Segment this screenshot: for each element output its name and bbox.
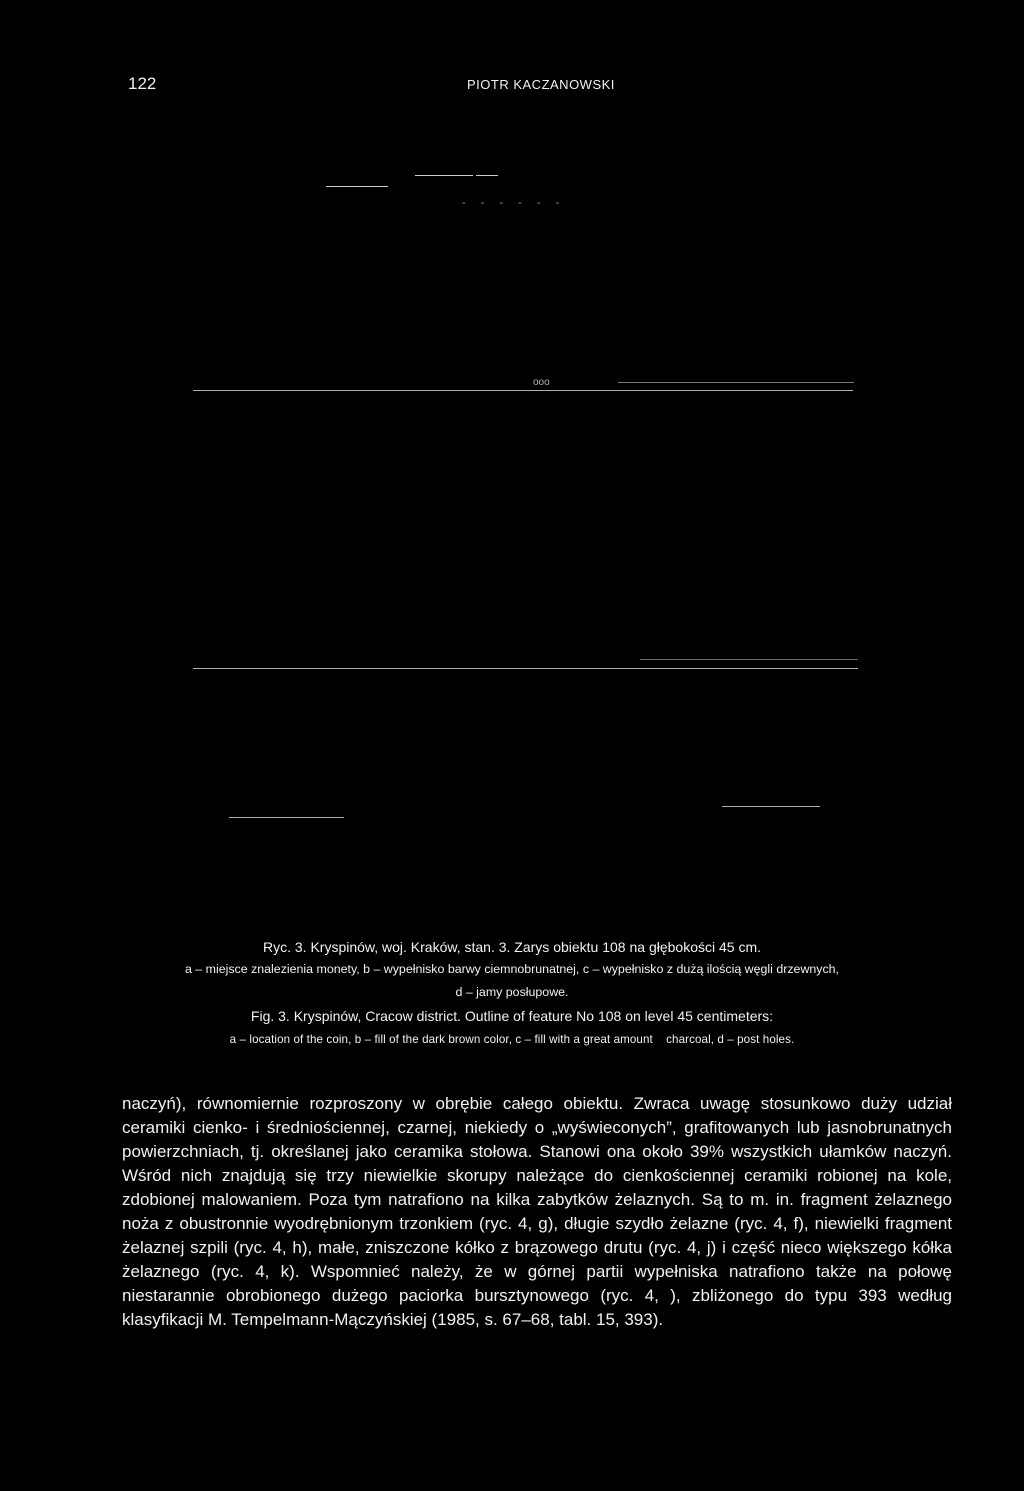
figure-line <box>476 175 498 176</box>
figure-line <box>193 668 858 669</box>
caption-title-pl: Ryc. 3. Kryspinów, woj. Kraków, stan. 3. Zarys obiektu 108 na głębokości 45 cm. <box>262 939 761 955</box>
figure-mark: ooo <box>533 377 550 388</box>
body-paragraph: naczyń), równomiernie rozproszony w obrębie całego obiektu. Zwraca uwagę stosunkowo duży udział ceramiki cienko- i średniościennej, czarnej, niekiedy o „wyświeconych”, grafitowanych lub jasnobrunatnych powierzchniach, tj. określanej jako ceramika stołowa. Stanowi ona około 39% wszystkich ułamków naczyń. Wśród nich znajdują się trzy niewielkie skorupy należące do cienkościennej ceramiki robionej na kole, zdobionej malowaniem. Poza tym natrafiono na kilka zabytków żelaznych. Są to m. in. fragment żelaznego noża z obustronnie wyodrębnionym trzonkiem (ryc. 4, g), długie szydło żelazne (ryc. 4, f), niewielki fragment żelaznej szpili (ryc. 4, h), małe, zniszczone kółko z brązowego drutu (ryc. 4, j) i część nieco większego kółka żelaznego (ryc. 4, k). Wspomnieć należy, że w górnej partii wypełniska natrafiono także na połowę niestarannie obrobionego dużego paciorka bursztynowego (ryc. 4, ), zbliżonego do typu 393 według klasyfikacji M. Tempelmann-Mączyńskiej (1985, s. 67–68, tabl. 15, 393). <box>122 1094 952 1329</box>
figure-line <box>618 382 854 383</box>
body-text <box>122 1092 952 1332</box>
figure-line <box>640 659 858 660</box>
figure-line <box>415 175 473 176</box>
figure-line <box>193 390 853 391</box>
caption-legend-en: a – location of the coin, b – fill of the dark brown color, c – fill with a great amount charcoal, d – post holes. <box>229 1033 795 1046</box>
figure-line <box>229 817 344 818</box>
caption-legend-pl-line-1: a – miejsce znalezienia monety, b – wypełnisko barwy ciemnobrunatnej, c – wypełnisko z dużą ilością węgli drzewnych, <box>184 962 840 976</box>
figure-line <box>722 806 820 807</box>
figure-line <box>326 186 388 187</box>
caption-legend-pl-line-2: d – jamy posłupowe. <box>455 985 569 999</box>
page-number: 122 <box>128 74 157 93</box>
figure-dashes: - - - - - - <box>462 197 566 209</box>
caption-title-en: Fig. 3. Kryspinów, Cracow district. Outline of feature No 108 on level 45 centimeters: <box>250 1008 774 1024</box>
running-head: PIOTR KACZANOWSKI <box>467 77 615 92</box>
